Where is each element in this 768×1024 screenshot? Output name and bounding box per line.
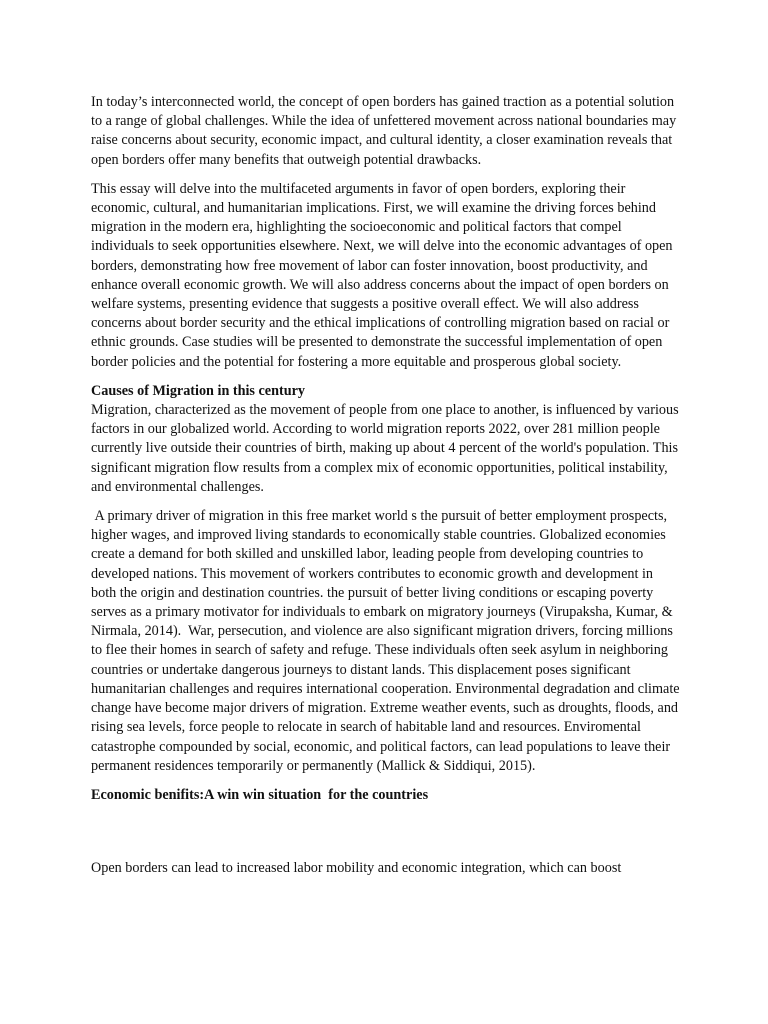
document-body xyxy=(91,93,684,888)
paragraph-migration-drivers: A primary driver of migration in this free market world s the pursuit of better employment prospects, higher wages, and improved living standards to economically stable countries. Globalized economies create a demand for both skilled and unskilled labor, leading people from developing countries to developed nations. This movement of workers contributes to economic growth and development in both the origin and destination countries. the pursuit of better living conditions or escaping poverty serves as a primary motivator for individuals to embark on migratory journeys (Virupaksha, Kumar, & Nirmala, 2014). War, persecution, and violence are also significant migration drivers, forcing millions to flee their homes in search of safety and refuge. These individuals often seek asylum in neighboring countries or undertake dangerous journeys to distant lands. This displacement poses significant humanitarian challenges and requires international cooperation. Environmental degradation and climate change have become major drivers of migration. Extreme weather events, such as droughts, floods, and rising sea levels, force people to relocate in search of habitable land and resources. Enviromental catastrophe compounded by social, economic, and political factors, can lead populations to leave their permanent residences temporarily or permanently (Mallick & Siddiqui, 2015). xyxy=(91,508,684,774)
paragraph-overview: This essay will delve into the multifaceted arguments in favor of open borders, exploring their economic, cultural, and humanitarian implications. First, we will examine the driving forces behind migration in the modern era, highlighting the socioeconomic and political factors that compel individuals to seek opportunities elsewhere. Next, we will delve into the economic advantages of open borders, demonstrating how free movement of labor can foster innovation, boost productivity, and enhance overall economic growth. We will also address concerns about the impact of open borders on welfare systems, presenting evidence that suggests a positive overall effect. We will also address concerns about border security and the ethical implications of controlling migration based on racial or ethnic grounds. Case studies will be presented to demonstrate the successful implementation of open border policies and the potential for fostering a more equitable and prosperous global society. xyxy=(91,180,673,370)
paragraph-economic-body: Open borders can lead to increased labor mobility and economic integration, which can boost xyxy=(91,860,622,877)
section-causes xyxy=(91,382,681,497)
blank-space xyxy=(91,805,681,859)
heading-causes-of-migration: Causes of Migration in this century xyxy=(91,382,305,399)
paragraph-intro: In today’s interconnected world, the concept of open borders has gained traction as a potential solution to a range of global challenges. While the idea of unfettered movement across national boundaries may raise concerns about security, economic impact, and cultural identity, a closer examination reveals that open borders offer many benefits that outweigh potential drawbacks. xyxy=(91,94,677,168)
paragraph-causes-body: Migration, characterized as the movement of people from one place to another, is influenced by various factors in our globalized world. According to world migration reports 2022, over 281 million people currently live outside their countries of birth, making up about 4 percent of the world's population. This significant migration flow results from a complex mix of economic opportunities, political instability, and environmental challenges. xyxy=(91,402,679,495)
heading-economic-benefits: Economic benifits:A win win situation for the countries xyxy=(91,786,429,803)
